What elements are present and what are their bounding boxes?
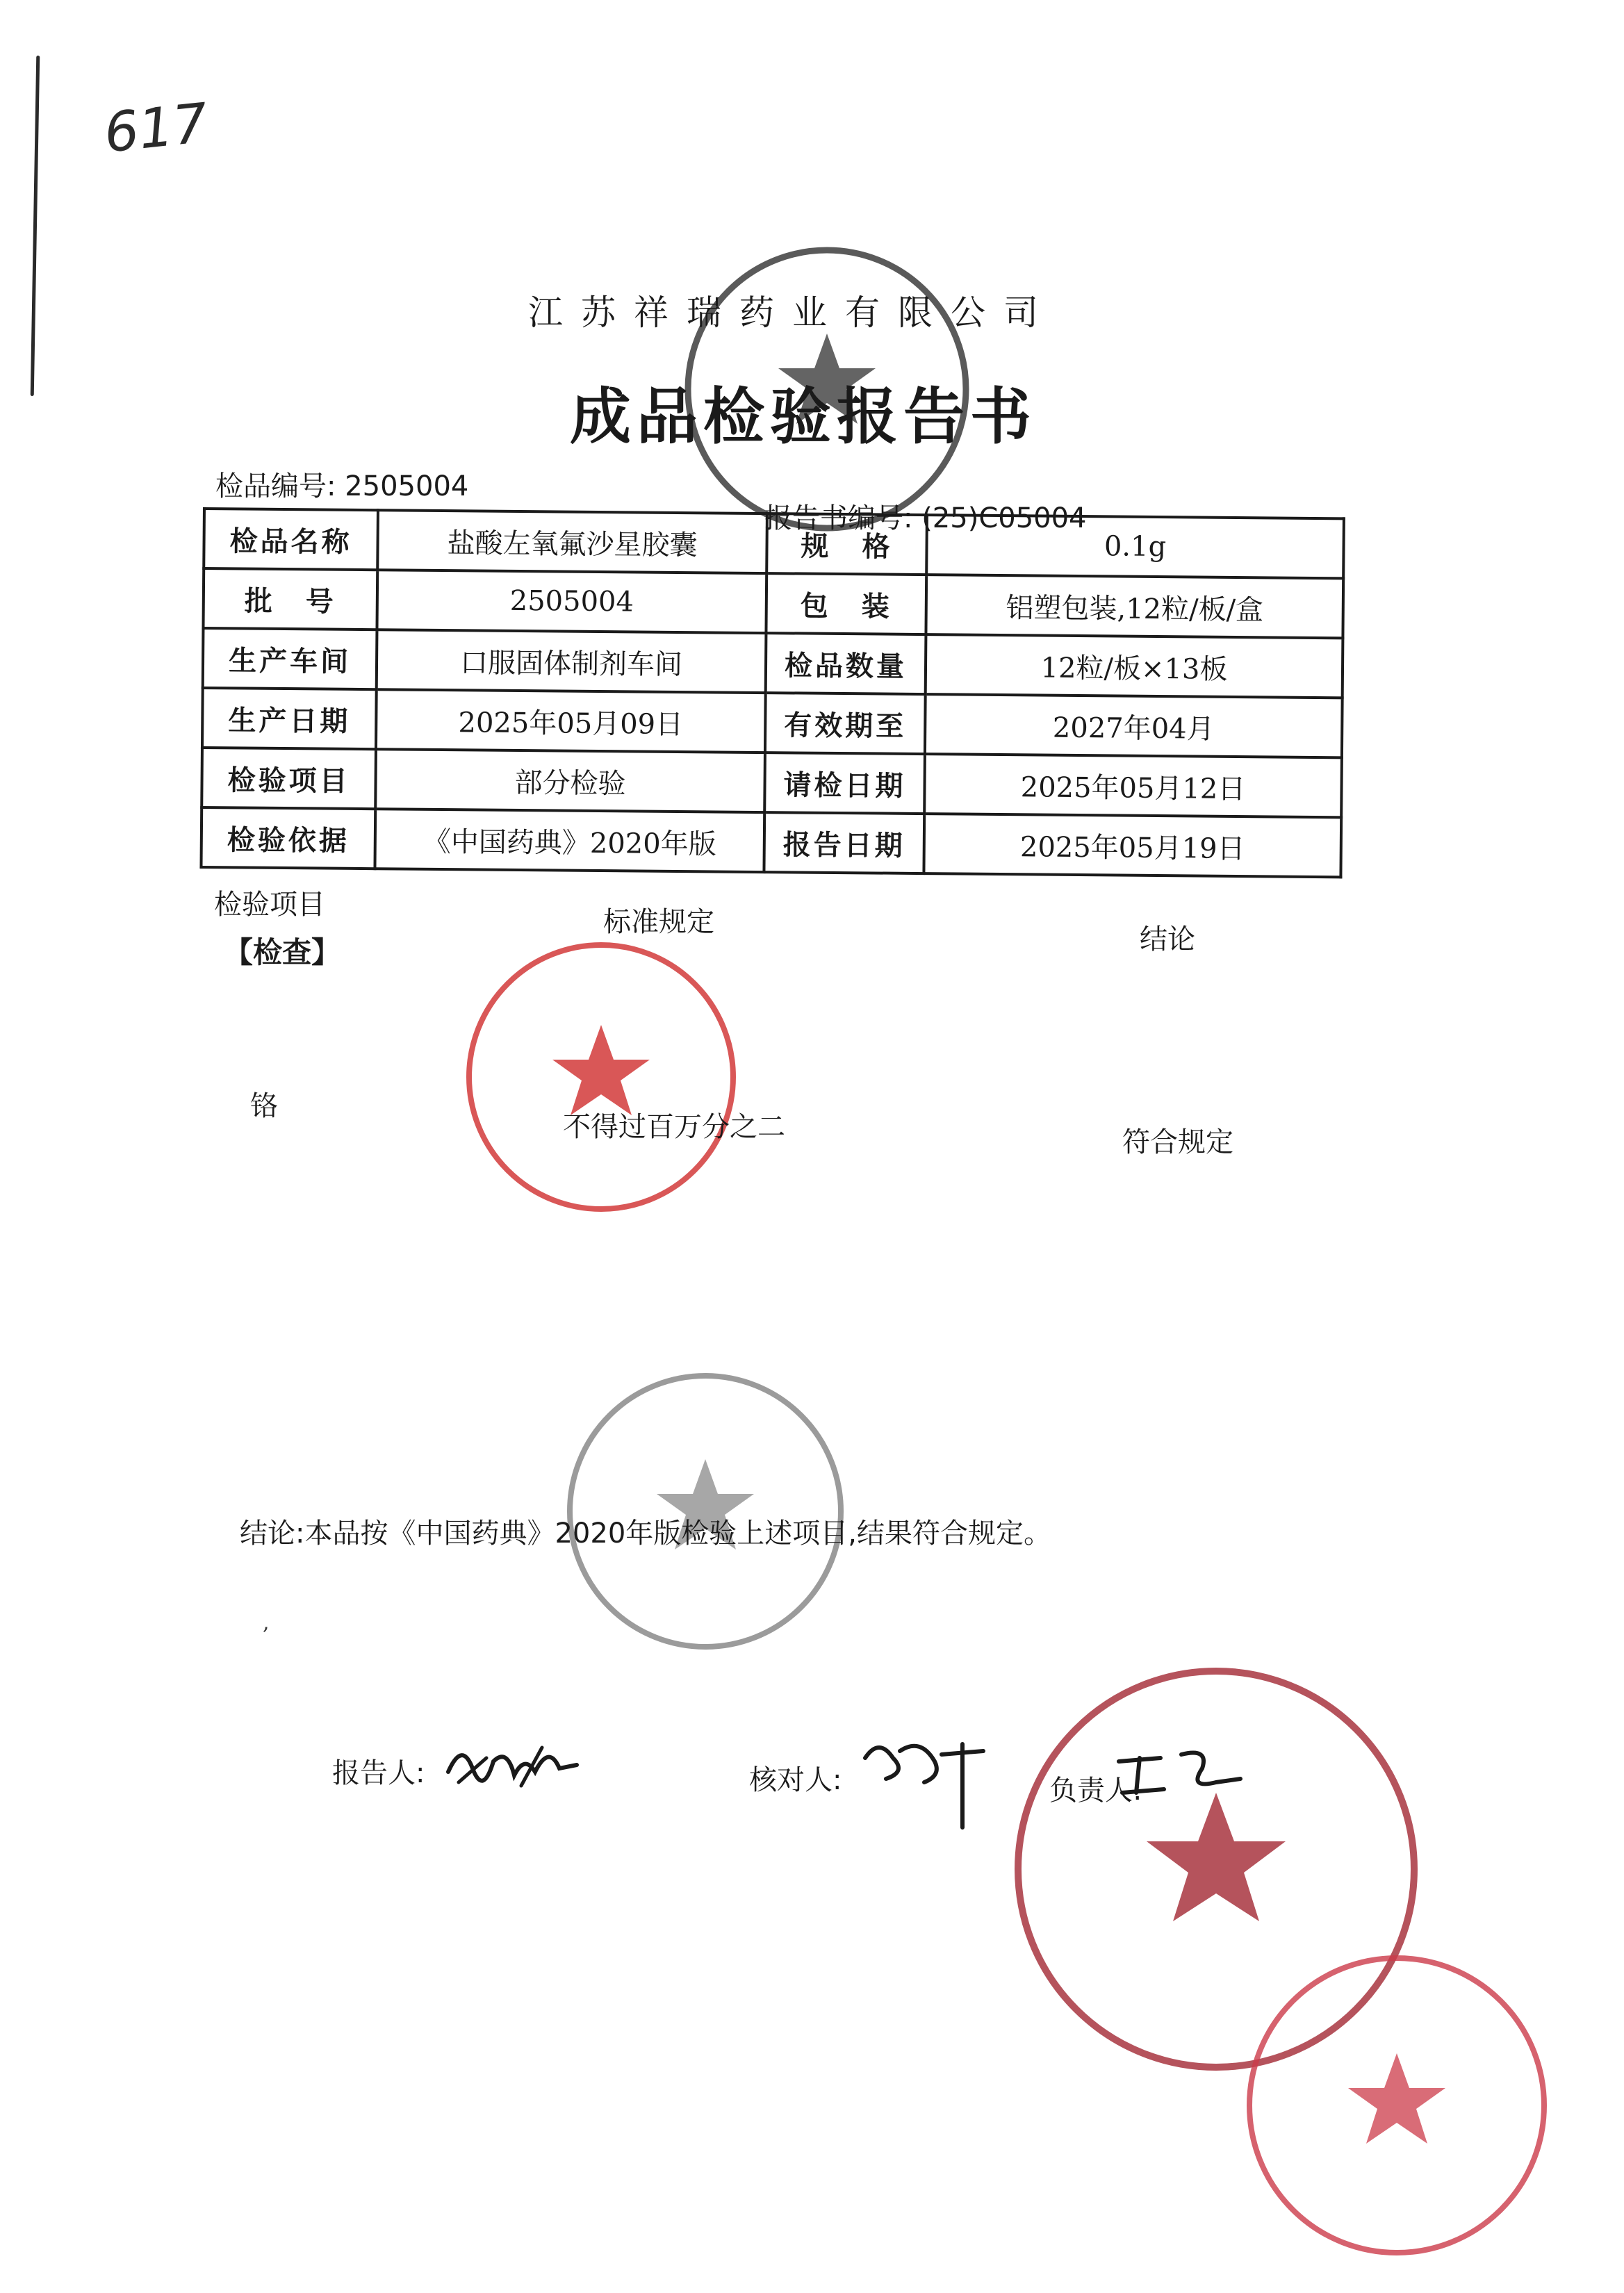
result-conclusion: 符合规定: [1122, 1126, 1233, 1158]
table-label: 批 号: [203, 568, 377, 630]
table-label: 检验项目: [202, 748, 376, 809]
stamp-huaxinyuan-qc: [1237, 1946, 1557, 2265]
table-row: [203, 568, 1343, 638]
table-row: [202, 748, 1342, 817]
reporter-signature: [445, 1734, 584, 1796]
table-value: 部分检验: [375, 749, 765, 812]
table-label: 请检日期: [764, 753, 925, 814]
table-value: 2025年05月19日: [924, 814, 1341, 877]
info-table: [199, 507, 1345, 878]
results-col-item: 检验项目: [214, 889, 325, 921]
table-value: 2027年04月: [925, 694, 1343, 757]
table-value: 《中国药典》2020年版: [375, 809, 764, 872]
table-label: 检验依据: [201, 807, 375, 869]
document-title: 成品检验报告书: [570, 381, 1037, 452]
results-col-standard: 标准规定: [603, 906, 714, 938]
table-value: 铝塑包装,12粒/板/盒: [926, 575, 1343, 638]
sample-number-label: 检品编号:: [215, 470, 336, 502]
table-value: 盐酸左氧氟沙星胶囊: [377, 510, 767, 573]
table-value: 2025年05月09日: [376, 689, 766, 753]
table-row: [204, 509, 1344, 578]
table-value: 2505004: [377, 570, 766, 633]
table-row: [202, 688, 1343, 757]
margin-line: [31, 56, 40, 396]
table-label: 包 装: [766, 573, 926, 634]
table-row: [201, 807, 1341, 877]
table-value: 12粒/板×13板: [926, 634, 1343, 698]
table-label: 报告日期: [764, 812, 924, 873]
table-label: 有效期至: [765, 693, 926, 754]
final-conclusion: 结论:本品按《中国药典》2020年版检验上述项目,结果符合规定。: [240, 1518, 1051, 1550]
table-value: 0.1g: [926, 515, 1344, 578]
table-label: 检品名称: [204, 509, 378, 570]
results-col-conclusion: 结论: [1140, 923, 1195, 955]
table-value: 2025年05月12日: [924, 754, 1342, 817]
table-label: 检品数量: [766, 633, 926, 694]
reporter-label: 报告人:: [332, 1757, 425, 1789]
table-label: 生产车间: [203, 628, 377, 689]
report-number-label: 报告书编号:: [764, 502, 913, 534]
company-name: 江苏祥瑞药业有限公司: [528, 293, 1056, 333]
scan-mark: ,: [263, 1611, 270, 1635]
responsible-label: 负责人:: [1049, 1775, 1142, 1807]
result-standard: 不得过百万分之二: [563, 1111, 785, 1143]
report-number-value: (25)C05004: [921, 502, 1087, 534]
results-section-heading: 【检查】: [224, 935, 341, 969]
table-label: 规 格: [766, 513, 927, 575]
table-label: 生产日期: [202, 688, 377, 749]
stamp-huaxinyuan-qm: [455, 931, 747, 1223]
table-value: 口服固体制剂车间: [377, 630, 766, 693]
responsible-signature: [1112, 1741, 1251, 1803]
table-row: [203, 628, 1343, 698]
sample-number: [215, 464, 468, 504]
checker-signature: [858, 1730, 997, 1834]
page-note: 617: [101, 92, 211, 165]
sample-number-value: 2505004: [345, 470, 469, 502]
checker-label: 核对人:: [749, 1764, 842, 1796]
result-item: 铬: [250, 1090, 278, 1122]
